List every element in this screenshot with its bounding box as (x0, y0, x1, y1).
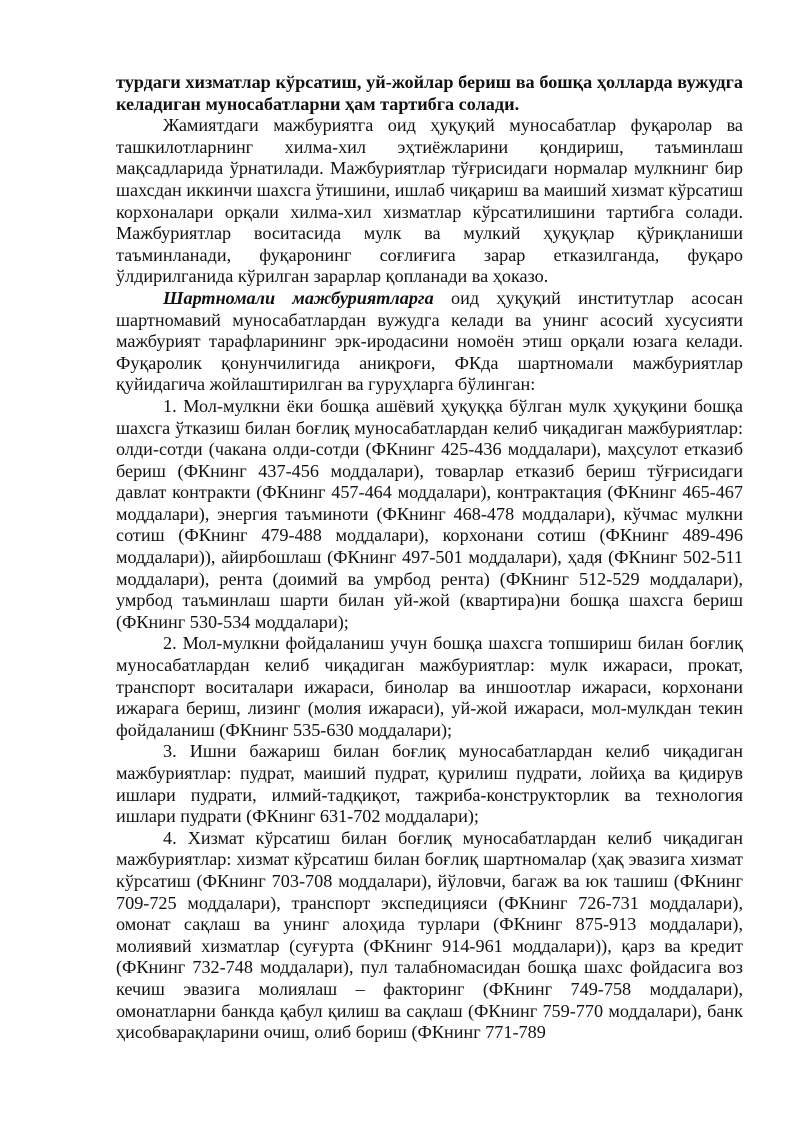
paragraph-obligations-general (116, 115, 743, 288)
paragraph-contractual-obligations (116, 288, 743, 396)
paragraph-text: Жамиятдаги мажбуриятга оид ҳуқуқий муносабатлар фуқаролар ва ташкилотларнинг хилма-хил эҳтиёжларини қондириш, таъминлаш мақсадларида ўрнатилади. Мажбуриятлар тўғрисидаги нормалар мулкнинг бир шахсдан иккинчи шахсга ўтишини, ишлаб чиқариш ва маиший хизмат кўрсатиш корхоналари орқали хилма-хил хизматлар кўрсатилишини тартибга солади. Мажбуриятлар воситасида мулк ва мулкий ҳуқуқлар қўриқланиши таъминланади, фуқаронинг соғлиғига зарар етказилганда, фуқаро ўлдирилганида кўрилган зарарлар қопланади ва ҳоказо. (116, 115, 743, 287)
list-item-4 (116, 828, 743, 1044)
term-contractual-obligations: Шартномали мажбуриятларга (163, 287, 434, 308)
list-item-3 (116, 741, 743, 827)
paragraph-text: оид ҳуқуқий институтлар асосан шартномавий муносабатлардан вужудга келади ва унинг асосий хусусияти мажбурият тарафларининг эрк-иродасини номоён этиш орқали юзага келади. Фуқаролик қонунчилигида аниқроғи, ФКда шартномали мажбуриятлар қуйидагича жойлаштирилган ва гуруҳларга бўлинган: (116, 287, 743, 395)
list-item-text: 4. Хизмат кўрсатиш билан боғлиқ муносабатлардан келиб чиқадиган мажбуриятлар: хизмат кўрсатиш билан боғлиқ шартномалар (ҳақ эвазига хизмат кўрсатиш (ФКнинг 703-708 моддалари), йўловчи, багаж ва юк ташиш (ФКнинг 709-725 моддалари), транспорт экспедицияси (ФКнинг 726-731 моддалари), омонат сақлаш ва унинг алоҳида турлари (ФКнинг 875-913 моддалари), молиявий хизматлар (суғурта (ФКнинг 914-961 моддалари)), қарз ва кредит (ФКнинг 732-748 моддалари), пул талабномасидан бошқа шахс фойдасига воз кечиш эвазига молиялаш – факторинг (ФКнинг 749-758 моддалари), омонатларни банкда қабул қилиш ва сақлаш (ФКнинг 759-770 моддалари), банк ҳисобварақларини очиш, олиб бориш (ФКнинг 771-789 (116, 827, 743, 1043)
list-item-1 (116, 396, 743, 634)
list-item-text: 2. Мол-мулкни фойдаланиш учун бошқа шахсга топшириш билан боғлиқ муносабатлардан келиб чиқадиган мажбуриятлар: мулк ижараси, прокат, транспорт воситалари ижараси, бинолар ва иншоотлар ижараси, корхонани ижарага бериш, лизинг (молия ижараси), уй-жой ижараси, мол-мулкдан текин фойдаланиш (ФКнинг 535-630 моддалари); (116, 633, 743, 740)
continued-paragraph (116, 72, 743, 115)
list-item-text: 3. Ишни бажариш билан боғлиқ муносабатлардан келиб чиқадиган мажбуриятлар: пудрат, маиший пудрат, қурилиш пудрати, лойиҳа ва қидирув ишлари пудрати, илмий-тадқиқот, тажриба-конструкторлик ва технология ишлари пудрати (ФКнинг 631-702 моддалари); (116, 741, 743, 827)
bold-lead-text: турдаги хизматлар кўрсатиш, уй-жойлар бериш ва бошқа ҳолларда вужудга келадиган муносабатларни ҳам тартибга солади. (116, 72, 743, 114)
list-item-text: 1. Мол-мулкни ёки бошқа ашёвий ҳуқуққа бўлган мулк ҳуқуқини бошқа шахсга ўтказиш билан боғлиқ муносабатлардан келиб чиқадиган мажбуриятлар: олди-сотди (чакана олди-сотди (ФКнинг 425-436 моддалари), маҳсулот етказиб бериш (ФКнинг 437-456 моддалари), товарлар етказиб бериш тўғрисидаги давлат контракти (ФКнинг 457-464 моддалари), контрактация (ФКнинг 465-467 моддалари), энергия таъминоти (ФКнинг 468-478 моддалари), кўчмас мулкни сотиш (ФКнинг 479-488 моддалари), корхонани сотиш (ФКнинг 489-496 моддалари)), айирбошлаш (ФКнинг 497-501 моддалари), ҳадя (ФКнинг 502-511 моддалари), рента (доимий ва умрбод рента) (ФКнинг 512-529 моддалари), умрбод таъминлаш шарти билан уй-жой (квартира)ни бошқа шахсга бериш (ФКнинг 530-534 моддалари); (116, 395, 743, 632)
list-item-2 (116, 633, 743, 741)
